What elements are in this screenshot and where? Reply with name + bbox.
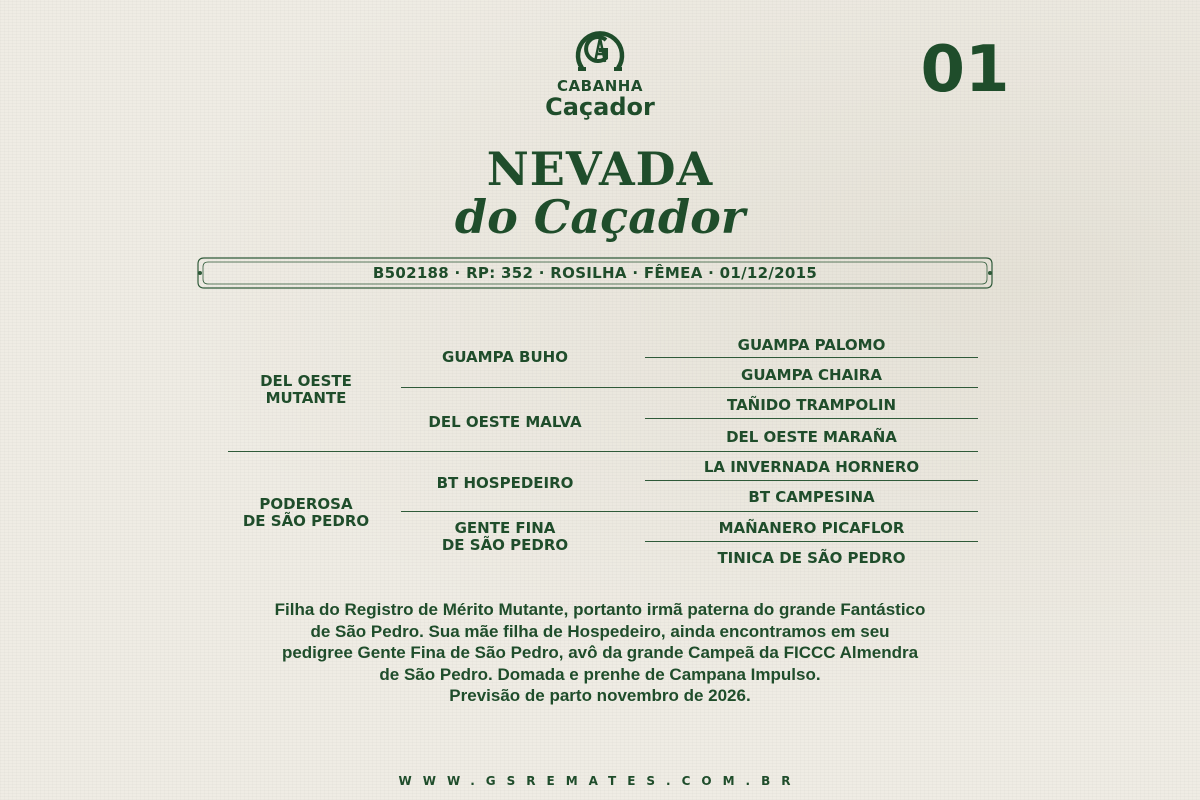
description-line: de São Pedro. Domada e prenhe de Campana Impulso. — [379, 664, 821, 684]
pedigree-sire: DEL OESTE MUTANTE — [260, 372, 352, 407]
pedigree-divider-dd — [645, 541, 978, 542]
lot-number: 01 — [920, 33, 1010, 107]
pedigree-ddd: TINICA DE SÃO PEDRO — [717, 549, 906, 567]
pedigree-dss: LA INVERNADA HORNERO — [703, 458, 920, 476]
cabanha-cacador-logo — [530, 24, 670, 120]
logo-brand-bottom: Caçador — [545, 93, 655, 121]
pedigree-divider-dam — [401, 511, 978, 512]
pedigree-divider-ss — [645, 357, 978, 358]
pedigree-divider-ds — [645, 480, 978, 481]
description-line: Filha do Registro de Mérito Mutante, portanto irmã paterna do grande Fantástico — [274, 600, 926, 619]
pedigree-dam-sire: BT HOSPEDEIRO — [436, 474, 574, 492]
pedigree-sdd: DEL OESTE MARAÑA — [726, 428, 897, 446]
logo-brand-top: CABANHA — [557, 77, 643, 95]
pedigree-dsd: BT CAMPESINA — [748, 488, 875, 506]
registration-info-text: B502188 · RP: 352 · ROSILHA · FÊMEA · 01/12/2015 — [372, 264, 818, 282]
pedigree-dam: PODEROSA DE SÃO PEDRO — [242, 495, 370, 530]
pedigree-sds: TAÑIDO TRAMPOLIN — [727, 396, 896, 414]
pedigree-sire-dam: DEL OESTE MALVA — [428, 413, 582, 431]
registration-info-banner — [196, 256, 994, 290]
animal-name-line2: do Caçador — [454, 190, 746, 244]
description-line: de São Pedro. Sua mãe filha de Hospedeiro, ainda encontramos em seu — [310, 621, 890, 641]
description-line: Previsão de parto novembro de 2026. — [449, 686, 751, 705]
pedigree-ssd: GUAMPA CHAIRA — [741, 366, 882, 384]
description-text — [180, 599, 1020, 707]
pedigree-divider-sire — [401, 387, 978, 388]
pedigree-divider-sd — [645, 418, 978, 419]
animal-name-line1: NEVADA — [486, 142, 714, 196]
pedigree-sire-sire: GUAMPA BUHO — [442, 348, 568, 366]
pedigree-sss: GUAMPA PALOMO — [737, 336, 886, 354]
horseshoe-letters-gc-icon — [572, 24, 628, 74]
pedigree-divider-main — [228, 451, 978, 452]
website-link[interactable]: WWW.GSREMATES.COM.BR — [398, 774, 802, 788]
pedigree-dds: MAÑANERO PICAFLOR — [718, 519, 905, 537]
pedigree-dam-dam: GENTE FINA DE SÃO PEDRO — [441, 519, 569, 554]
description-line: pedigree Gente Fina de São Pedro, avô da grande Campeã da FICCC Almendra — [281, 643, 919, 662]
